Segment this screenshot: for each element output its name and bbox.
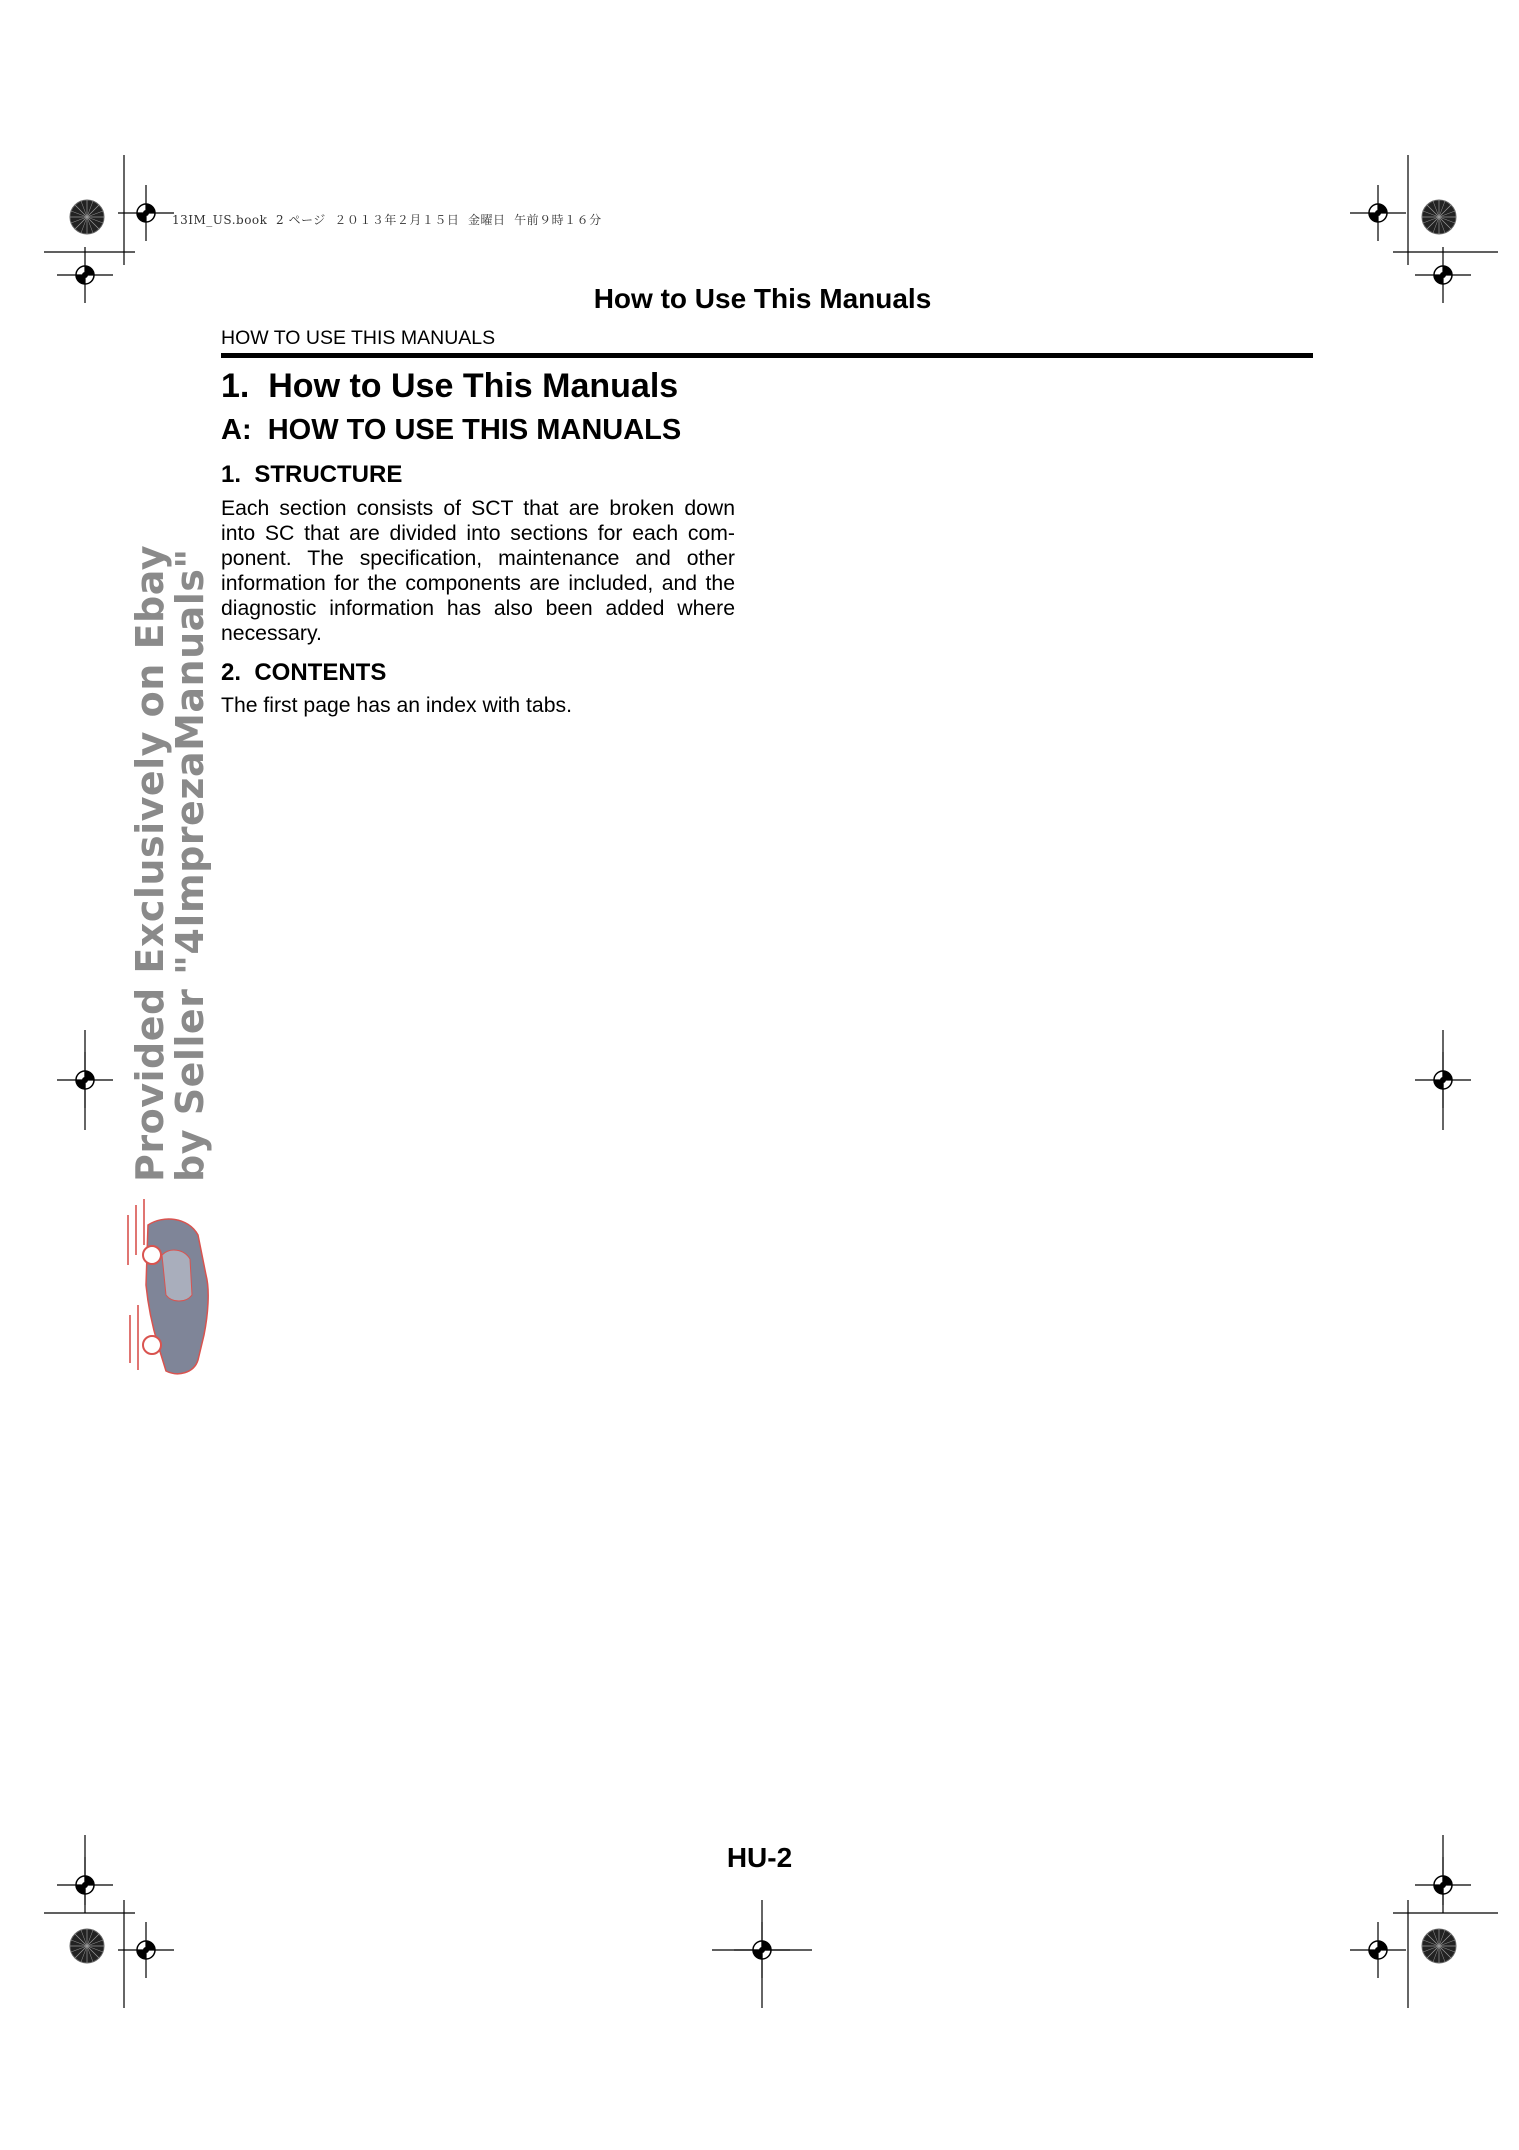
watermark <box>0 0 212 1182</box>
page-number: HU-2 <box>726 1842 793 1873</box>
header-rule-divider <box>221 353 1313 358</box>
breadcrumb: HOW TO USE THIS MANUALS <box>221 327 496 349</box>
structure-paragraph: Each section consists of SCT that are broken down into SC that are divided into sections for each com-ponent. The specification, maintenance and other information for the components are included, and the diagnostic information has also been added where necessary. <box>221 497 735 645</box>
print-header-info: 13IM_US.book 2 ページ ２０１３年２月１５日 金曜日 午前９時１６分 <box>172 213 602 227</box>
contents-heading: 2. CONTENTS <box>221 659 387 686</box>
section-title: How to Use This Manuals <box>593 283 932 314</box>
watermark-car-logo-icon <box>118 1195 213 1385</box>
sub-heading: A: HOW TO USE THIS MANUALS <box>221 414 682 446</box>
watermark-line-1: Provided Exclusively on Ebay <box>128 545 172 1182</box>
watermark-line-2: by Seller "4ImprezaManuals" <box>168 548 212 1182</box>
structure-heading: 1. STRUCTURE <box>221 461 403 488</box>
main-heading: 1. How to Use This Manuals <box>221 367 679 405</box>
contents-paragraph: The first page has an index with tabs. <box>221 694 572 717</box>
